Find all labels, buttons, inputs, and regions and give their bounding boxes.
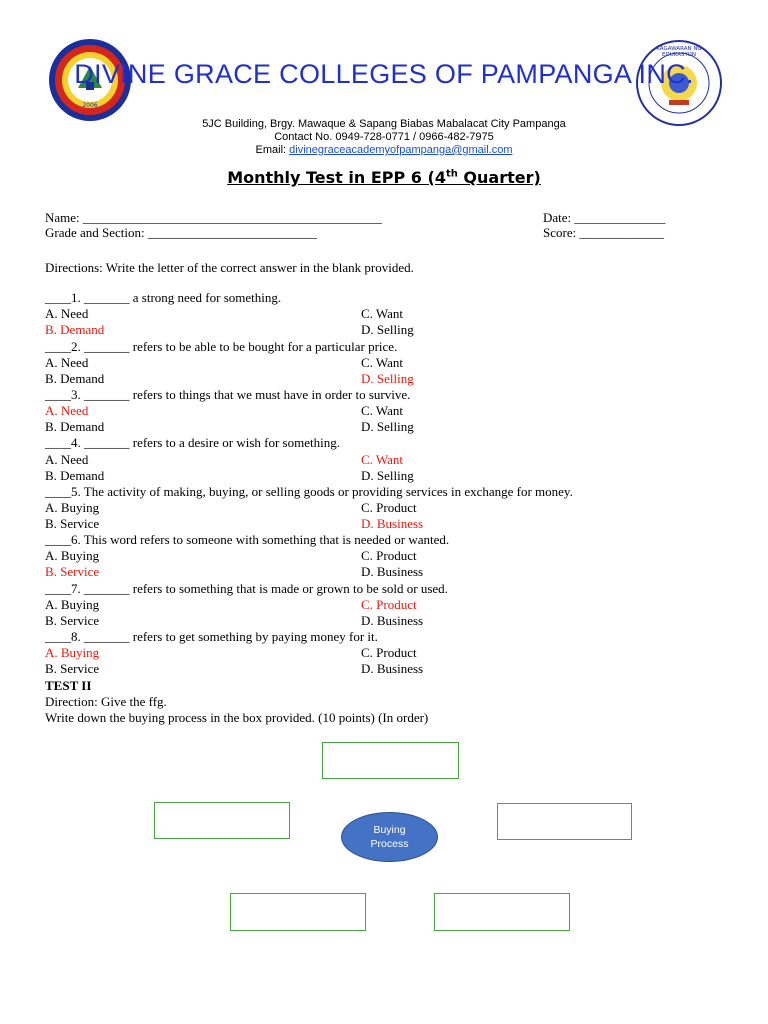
q8-option-a: A. Buying (45, 645, 100, 660)
school-email-line (100, 144, 668, 157)
question-5: ____5. The activity of making, buying, or selling goods or providing services in exchange for money. (45, 484, 573, 499)
seal-year: 2006 (82, 102, 98, 109)
test2-heading: TEST II (45, 678, 92, 693)
score-field[interactable]: Score: _____________ (543, 225, 664, 240)
school-contact: Contact No. 0949-728-0771 / 0966-482-7975 (274, 131, 494, 143)
question-6: ____6. This word refers to someone with something that is needed or wanted. (45, 532, 450, 547)
question-7: ____7. _______ refers to something that is made or grown to be sold or used. (45, 581, 448, 596)
q4-option-c: C. Want (361, 452, 404, 467)
q5-option-d: D. Business (361, 516, 424, 531)
answer-box-bottom-left[interactable] (230, 893, 366, 931)
school-name: DIVINE GRACE COLLEGES OF PAMPANGA INC. (74, 59, 694, 89)
q1-option-d: D. Selling (361, 322, 414, 337)
q4-option-a: A. Need (45, 452, 89, 467)
email-link[interactable]: divinegraceacademyofpampanga@gmail.com (289, 144, 513, 156)
question-8: ____8. _______ refers to get something by paying money for it. (45, 629, 378, 644)
q7-option-b: B. Service (45, 613, 100, 628)
test-title (0, 168, 768, 187)
answer-box-left[interactable] (154, 802, 290, 839)
q4-option-d: D. Selling (361, 468, 414, 483)
school-address: 5JC Building, Brgy. Mawaque & Sapang Biabas Mabalacat City Pampanga (202, 118, 566, 130)
answer-box-top[interactable] (322, 742, 459, 779)
q2-option-a: A. Need (45, 355, 89, 370)
seal-text: KAGAWARAN NG EDUKASYON (656, 46, 702, 58)
q6-option-c: C. Product (361, 548, 417, 563)
question-1: ____1. _______ a strong need for something. (45, 290, 282, 305)
q3-option-b: B. Demand (45, 419, 105, 434)
q7-option-d: D. Business (361, 613, 424, 628)
title-end: Quarter) (457, 168, 541, 187)
q2-option-d: D. Selling (361, 371, 414, 386)
answer-box-bottom-right[interactable] (434, 893, 570, 931)
q3-option-d: D. Selling (361, 419, 414, 434)
q5-option-b: B. Service (45, 516, 100, 531)
q8-option-d: D. Business (361, 661, 424, 676)
q2-option-c: C. Want (361, 355, 404, 370)
test2-instruction: Write down the buying process in the box provided. (10 points) (In order) (45, 710, 429, 725)
q7-option-c: C. Product (361, 597, 417, 612)
question-2: ____2. _______ refers to be able to be bought for a particular price. (45, 339, 398, 354)
title-main: Monthly Test in EPP 6 (4 (227, 168, 446, 187)
q8-option-b: B. Service (45, 661, 100, 676)
q2-option-b: B. Demand (45, 371, 105, 386)
q1-option-c: C. Want (361, 306, 404, 321)
directions: Directions: Write the letter of the correct answer in the blank provided. (45, 260, 414, 275)
q4-option-b: B. Demand (45, 468, 105, 483)
question-3: ____3. _______ refers to things that we must have in order to survive. (45, 387, 411, 402)
buying-process-node (341, 812, 438, 862)
node-line-2: Process (370, 838, 409, 850)
q5-option-a: A. Buying (45, 500, 100, 515)
q3-option-a: A. Need (45, 403, 89, 418)
q8-option-c: C. Product (361, 645, 417, 660)
q5-option-c: C. Product (361, 500, 417, 515)
title-sup: th (445, 168, 458, 180)
q1-option-a: A. Need (45, 306, 89, 321)
q6-option-d: D. Business (361, 564, 424, 579)
q3-option-c: C. Want (361, 403, 404, 418)
date-field[interactable]: Date: ______________ (543, 210, 666, 225)
grade-section-field[interactable]: Grade and Section: __________________________ (45, 225, 317, 240)
question-4: ____4. _______ refers to a desire or wish for something. (45, 435, 340, 450)
test2-direction: Direction: Give the ffg. (45, 694, 167, 709)
q6-option-a: A. Buying (45, 548, 100, 563)
q1-option-b: B. Demand (45, 322, 105, 337)
node-line-1: Buying (373, 824, 406, 836)
q6-option-b: B. Service (45, 564, 100, 579)
email-label: Email: (255, 144, 287, 156)
answer-box-right[interactable] (497, 803, 632, 840)
name-field[interactable]: Name: ______________________________________________ (45, 210, 382, 225)
q7-option-a: A. Buying (45, 597, 100, 612)
